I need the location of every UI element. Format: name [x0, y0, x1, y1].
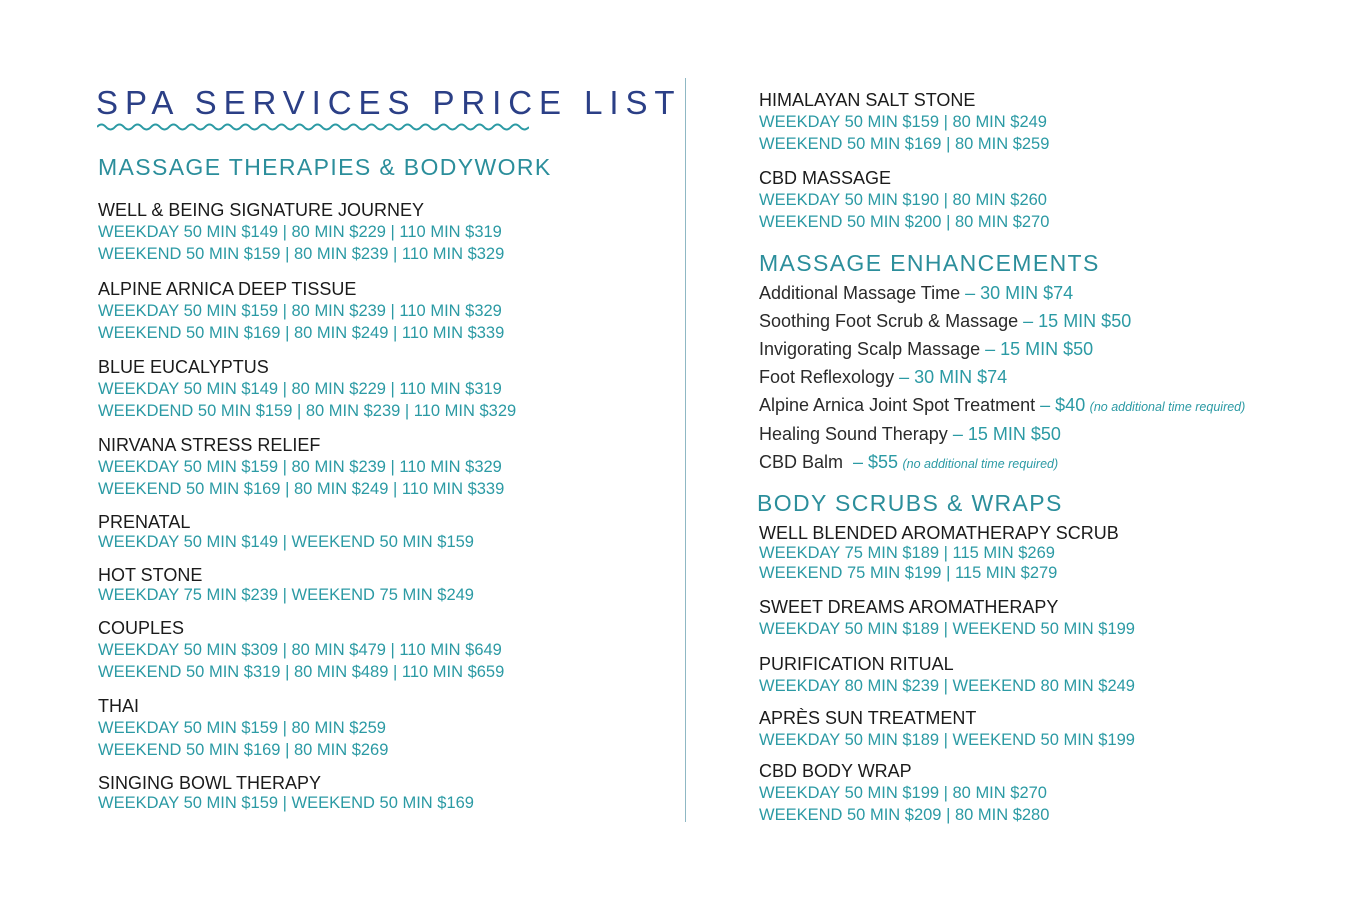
enhancement-name: Foot Reflexology	[759, 367, 895, 387]
service-price-line: WEEKEND 50 MIN $169 | 80 MIN $249 | 110 MIN $339	[98, 480, 505, 498]
service-price-line: WEEKDAY 50 MIN $149 | 80 MIN $229 | 110 MIN $319	[98, 380, 502, 398]
enhancement-name: Invigorating Scalp Massage	[759, 339, 981, 359]
service-name: ALPINE ARNICA DEEP TISSUE	[98, 279, 357, 299]
enhancement-item	[759, 420, 1061, 450]
service-price-line: WEEKDAY 50 MIN $189 | WEEKEND 50 MIN $199	[759, 620, 1135, 638]
service-price-line: WEEKDAY 80 MIN $239 | WEEKEND 80 MIN $249	[759, 677, 1135, 695]
service-price-line: WEEKDAY 50 MIN $159 | 80 MIN $249	[759, 113, 1047, 131]
service-price-line: WEEKDAY 50 MIN $190 | 80 MIN $260	[759, 191, 1047, 209]
enhancement-name: Alpine Arnica Joint Spot Treatment	[759, 395, 1036, 415]
service-item	[98, 278, 504, 344]
enhancement-name: Additional Massage Time	[759, 283, 961, 303]
service-name: COUPLES	[98, 618, 185, 638]
service-name: NIRVANA STRESS RELIEF	[98, 435, 321, 455]
service-name: CBD MASSAGE	[759, 168, 892, 188]
service-item	[98, 434, 504, 500]
service-item	[98, 356, 516, 422]
enhancement-price: – $40	[1035, 395, 1086, 415]
service-price-line: WEEKDAY 50 MIN $189 | WEEKEND 50 MIN $199	[759, 731, 1135, 749]
service-price-line: WEEKDEND 50 MIN $159 | 80 MIN $239 | 110 MIN $329	[98, 402, 517, 420]
service-price-line: WEEKDAY 50 MIN $159 | 80 MIN $259	[98, 719, 386, 737]
enhancement-note: (no additional time required)	[1089, 400, 1246, 414]
enhancement-price: – 15 MIN $50	[947, 424, 1061, 444]
enhancement-name: Healing Sound Therapy	[759, 424, 948, 444]
service-item	[759, 167, 1049, 233]
service-item	[98, 199, 504, 265]
enhancement-item	[759, 448, 1058, 478]
service-price-line: WEEKEND 50 MIN $169 | 80 MIN $259	[759, 135, 1050, 153]
page-title: SPA SERVICES PRICE LIST	[96, 84, 682, 121]
service-item	[98, 566, 474, 605]
service-name: SWEET DREAMS AROMATHERAPY	[759, 597, 1059, 617]
service-price-line: WEEKDAY 50 MIN $159 | 80 MIN $239 | 110 MIN $329	[98, 458, 502, 476]
wave-divider-icon	[97, 121, 529, 133]
service-name: BLUE EUCALYPTUS	[98, 357, 269, 377]
service-name: HIMALAYAN SALT STONE	[759, 90, 976, 110]
service-item	[98, 513, 474, 552]
service-price-line: WEEKEND 50 MIN $169 | 80 MIN $269	[98, 741, 389, 759]
scrubs-section-heading: BODY SCRUBS & WRAPS	[757, 490, 1063, 516]
enhancement-name: Soothing Foot Scrub & Massage	[759, 311, 1019, 331]
service-item	[98, 695, 388, 761]
service-name: CBD BODY WRAP	[759, 761, 912, 781]
service-item	[759, 89, 1049, 155]
service-price-line: WEEKDAY 50 MIN $149 | 80 MIN $229 | 110 MIN $319	[98, 223, 502, 241]
service-item	[759, 596, 1135, 640]
service-name: HOT STONE	[98, 565, 203, 585]
service-item	[759, 524, 1119, 583]
service-name: PURIFICATION RITUAL	[759, 654, 954, 674]
service-price-line: WEEKEND 50 MIN $169 | 80 MIN $249 | 110 MIN $339	[98, 324, 505, 342]
service-price-line: WEEKDAY 75 MIN $189 | 115 MIN $269	[759, 544, 1055, 562]
service-price-line: WEEKDAY 50 MIN $309 | 80 MIN $479 | 110 MIN $649	[98, 641, 502, 659]
enhancement-item	[759, 279, 1073, 309]
service-name: SINGING BOWL THERAPY	[98, 773, 322, 793]
enhancement-price: – 30 MIN $74	[894, 367, 1008, 387]
service-item	[98, 617, 504, 683]
service-name: PRENATAL	[98, 512, 191, 532]
enhancement-price: – 15 MIN $50	[1018, 311, 1132, 331]
service-price-line: WEEKEND 50 MIN $159 | 80 MIN $239 | 110 MIN $329	[98, 245, 505, 263]
enhancement-price: – 30 MIN $74	[960, 283, 1074, 303]
service-name: APRÈS SUN TREATMENT	[759, 708, 977, 728]
service-price-line: WEEKDAY 50 MIN $199 | 80 MIN $270	[759, 784, 1047, 802]
service-name: WELL & BEING SIGNATURE JOURNEY	[98, 200, 425, 220]
service-item	[759, 707, 1135, 751]
service-price-line: WEEKEND 50 MIN $209 | 80 MIN $280	[759, 806, 1050, 824]
enhancement-note: (no additional time required)	[902, 457, 1059, 471]
service-item	[98, 774, 474, 813]
service-price-line: WEEKDAY 50 MIN $159 | WEEKEND 50 MIN $169	[98, 794, 474, 812]
service-price-line: WEEKDAY 75 MIN $239 | WEEKEND 75 MIN $249	[98, 586, 474, 604]
service-price-line: WEEKDAY 50 MIN $159 | 80 MIN $239 | 110 MIN $329	[98, 302, 502, 320]
enhancement-name: CBD Balm	[759, 452, 844, 472]
massage-section-heading: MASSAGE THERAPIES & BODYWORK	[98, 154, 552, 180]
column-divider	[685, 78, 686, 822]
service-price-line: WEEKEND 75 MIN $199 | 115 MIN $279	[759, 564, 1058, 582]
service-price-line: WEEKEND 50 MIN $200 | 80 MIN $270	[759, 213, 1050, 231]
enhancement-item	[759, 307, 1131, 337]
enhancement-item	[759, 335, 1093, 365]
service-name: WELL BLENDED AROMATHERAPY SCRUB	[759, 523, 1119, 543]
service-name: THAI	[98, 696, 140, 716]
enhancement-item	[759, 391, 1245, 421]
service-item	[759, 760, 1049, 826]
service-price-line: WEEKEND 50 MIN $319 | 80 MIN $489 | 110 MIN $659	[98, 663, 505, 681]
enhancement-price: – $55	[843, 452, 899, 472]
enhancements-section-heading: MASSAGE ENHANCEMENTS	[759, 250, 1100, 276]
enhancement-item	[759, 363, 1007, 393]
service-item	[759, 653, 1135, 697]
enhancement-price: – 15 MIN $50	[980, 339, 1094, 359]
service-price-line: WEEKDAY 50 MIN $149 | WEEKEND 50 MIN $159	[98, 533, 474, 551]
